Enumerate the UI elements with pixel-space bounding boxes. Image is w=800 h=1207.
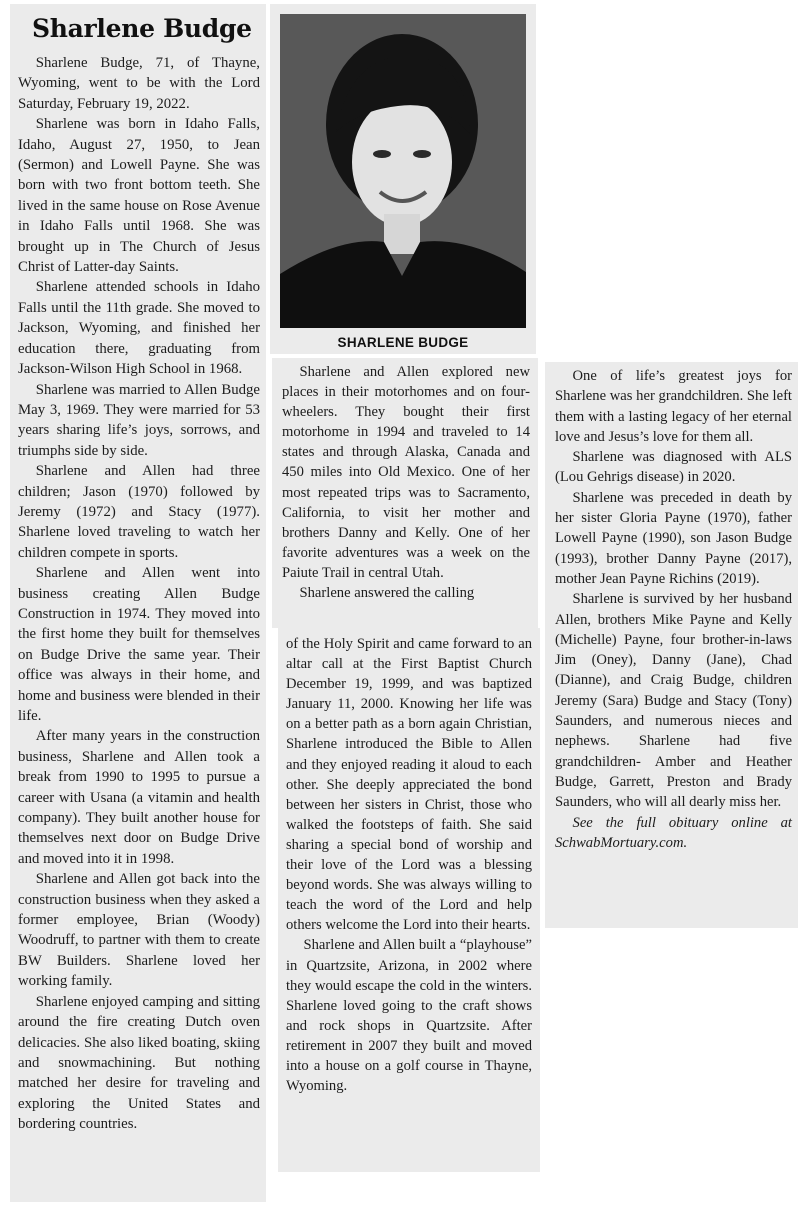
paragraph: Sharlene and Allen went into business creating Allen Budge Construction in 1974. They moved into the first home they built for themselves on Budge Drive the same year. Their office was always in their home, and home and business were blended in their life. xyxy=(18,565,260,724)
paragraph: Sharlene enjoyed camping and sitting around the fire creating Dutch oven delicacies. She also liked boating, skiing and snowmachining. But nothing matched her desire for traveling and exploring the United States and bordering countries. xyxy=(18,993,260,1133)
paragraph: Sharlene and Allen built a “playhouse” in Quartzsite, Arizona, in 2002 where they would escape the cold in the winters. Sharlene loved going to the craft shows and rock shops in Quartzsite. After retirement in 2007 they built and moved into a house on a golf course in Thayne, Wyoming. xyxy=(286,937,532,1095)
paragraph: of the Holy Spirit and came forward to an altar call at the First Baptist Church December 19, 1999, and was baptized January 11, 2000. Knowing her life was on a better path as a born again Christian, Sharlene introduced the Bible to Allen and they enjoyed reading it aloud to each other. She deeply appreciated the bond between her sisters in Christ, those who walked the footsteps of faith. She said sharing a special bond of worship and their love of the Lord was a blessing beyond words. She was always willing to teach the word of the Lord and help others welcome the Lord into their hearts. xyxy=(286,636,532,934)
paragraph: Sharlene was born in Idaho Falls, Idaho, August 27, 1950, to Jean (Sermon) and Lowell Payne. She was born with two front bottom teeth. She lived in the same house on Rose Avenue in Idaho Falls until 1968. She was brought up in The Church of Jesus Christ of Latter-day Saints. xyxy=(18,116,260,276)
paragraph: Sharlene was married to Allen Budge May 3, 1969. They were married for 53 years sharing life’s joys, sorrows, and triumphs side by side. xyxy=(18,381,260,459)
paragraph: After many years in the construction business, Sharlene and Allen took a break from 1990 to 1995 to pursue a career with Usana (a vitamin and health company). They built another house for themselves next door on Budge Drive and moved into it in 1998. xyxy=(18,728,260,867)
obituary-column-2-top xyxy=(272,358,538,628)
photo-caption: SHARLENE BUDGE xyxy=(337,335,469,350)
paragraph: Sharlene is survived by her husband Allen, brothers Mike Payne and Kelly (Michelle) Payne, four brother-in-laws Jim (Oney), Danny (Jane), Chad (Dianne), and Craig Budge, children Jeremy (Sara) Budge and Stacy (Tony) Saunders, and numerous nieces and nephews. Sharlene had five grandchildren- Amber and Heather Budge, Garrett, Preston and Brady Saunders, who will all dearly miss her. xyxy=(555,591,792,811)
paragraph: Sharlene and Allen explored new places in their motorhomes and on four-wheelers. They bought their first motorhome in 1994 and traveled to 14 states and through Alaska, Canada and 450 miles into Old Mexico. One of her most repeated trips was to Sacramento, California, to visit her mother and brothers Danny and Kelly. One of her favorite adventures was a week on the Paiute Trail in central Utah. xyxy=(282,364,530,581)
paragraph: Sharlene was diagnosed with ALS (Lou Gehrigs disease) in 2020. xyxy=(555,449,792,486)
paragraph: Sharlene was preceded in death by her sister Gloria Payne (1970), father Lowell Payne (1990), son Jason Budge (1993), brother Danny Payne (2017), mother Jean Payne Richins (2019). xyxy=(555,489,792,587)
paragraph: Sharlene answered the calling xyxy=(299,585,475,602)
portrait-photo xyxy=(280,14,526,328)
headline: Sharlene Budge xyxy=(32,14,252,43)
paragraph: One of life’s greatest joys for Sharlene was her grandchildren. She left them with a lasting legacy of her eternal love and Jesus’s love for them all. xyxy=(555,368,792,445)
obituary-credit: See the full obituary online at SchwabMortuary.com. xyxy=(555,814,792,851)
obituary-column-2-bottom xyxy=(278,628,540,1172)
paragraph: Sharlene and Allen had three children; Jason (1970) followed by Jeremy (1972) and Stacy (1977). Sharlene loved traveling to watch her children compete in sports. xyxy=(18,463,260,561)
portrait-clipping xyxy=(270,4,536,354)
obituary-column-3 xyxy=(545,362,798,928)
paragraph: Sharlene attended schools in Idaho Falls until the 11th grade. She moved to Jackson, Wyoming, and finished her education there, graduating from Jackson-Wilson High School in 1968. xyxy=(18,279,260,378)
paragraph: Sharlene Budge, 71, of Thayne, Wyoming, went to be with the Lord Saturday, February 19, 2022. xyxy=(18,55,260,112)
obituary-column-1 xyxy=(10,4,266,1202)
paragraph: Sharlene and Allen got back into the construction business when they asked a former employee, Brian (Woody) Woodruff, to partner with them to create BW Builders. Sharlene loved her working family. xyxy=(18,871,260,990)
